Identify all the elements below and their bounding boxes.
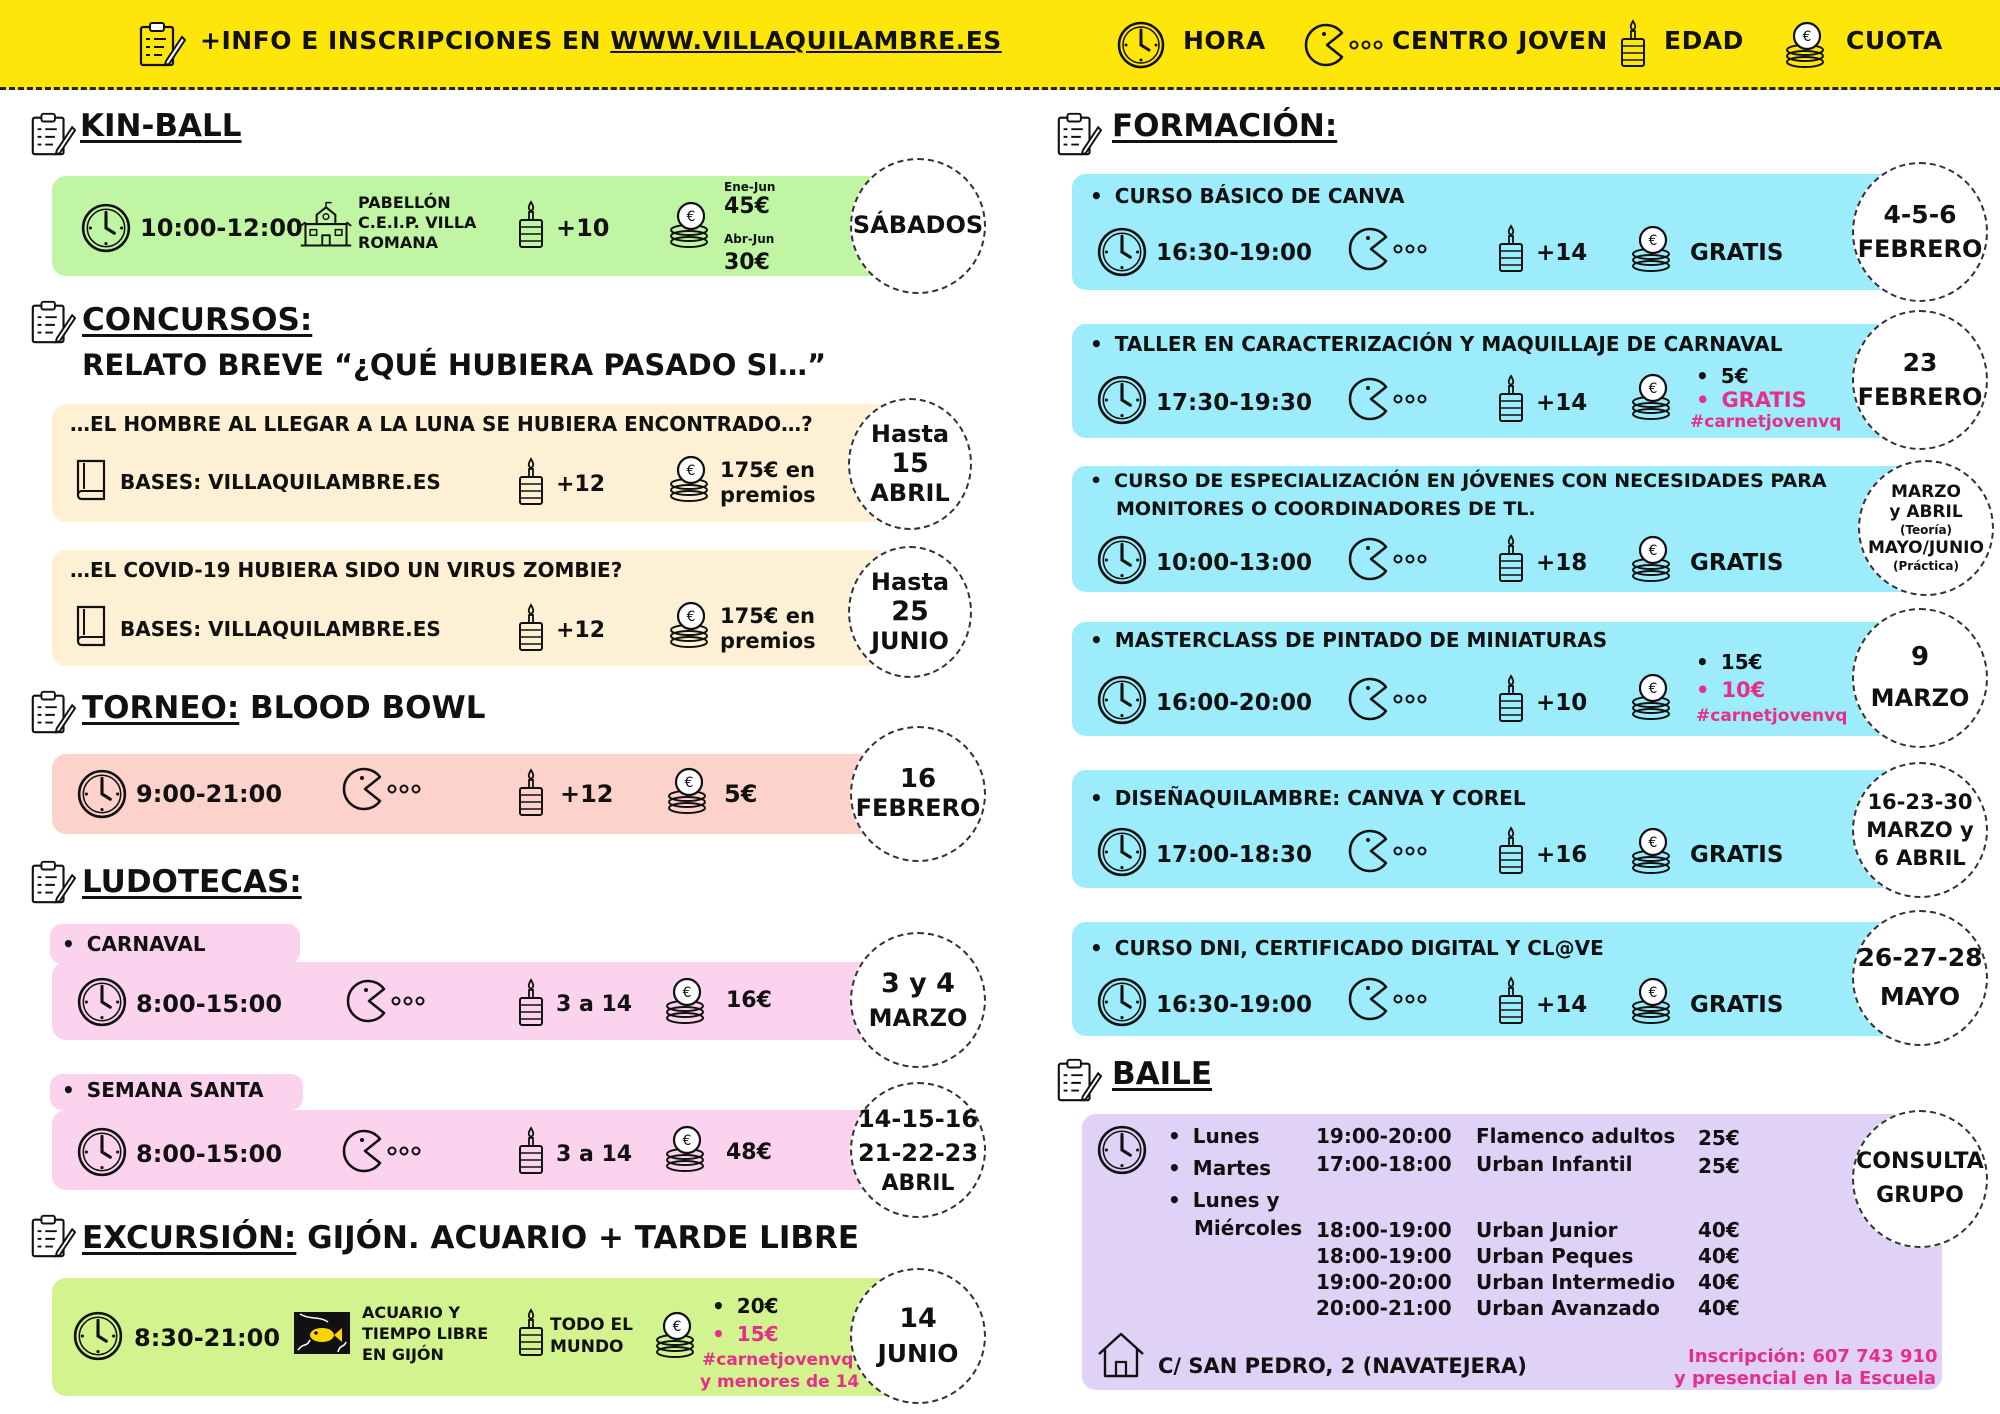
formacion-date: 26-27-28 MAYO bbox=[1852, 910, 1988, 1046]
clock-icon bbox=[76, 1126, 128, 1178]
formacion-title: FORMACIÓN: bbox=[1112, 108, 1338, 144]
baile-fee: 40€ bbox=[1698, 1296, 1740, 1320]
fee-value: 45€ bbox=[724, 194, 770, 219]
book-icon bbox=[72, 600, 112, 652]
clock-icon bbox=[1096, 374, 1148, 426]
info-text: +INFO E INSCRIPCIONES EN WWW.VILLAQUILAMBRE.ES bbox=[200, 26, 1002, 55]
clipboard-icon bbox=[28, 1210, 76, 1262]
formacion-course: • MASTERCLASS DE PINTADO DE MINIATURAS bbox=[1090, 628, 1607, 652]
legend-cuota: CUOTA bbox=[1846, 26, 1943, 55]
excursion-note: #carnetjovenvq bbox=[702, 1350, 854, 1370]
website-link[interactable]: WWW.VILLAQUILAMBRE.ES bbox=[610, 26, 1002, 55]
baile-time: 17:00-18:00 bbox=[1316, 1152, 1452, 1176]
formacion-time: 16:30-19:00 bbox=[1156, 992, 1312, 1018]
clock-icon bbox=[76, 976, 128, 1028]
formacion-course: • CURSO DNI, CERTIFICADO DIGITAL Y CL@VE bbox=[1090, 936, 1604, 960]
cake-icon bbox=[516, 198, 546, 252]
coins-icon bbox=[1626, 672, 1676, 722]
baile-fee: 40€ bbox=[1698, 1218, 1740, 1242]
cake-icon bbox=[516, 1124, 546, 1178]
formacion-date: MARZO y ABRIL (Teoría) MAYO/JUNIO (Práctica) bbox=[1858, 460, 1994, 596]
formacion-fee: • 15€ bbox=[1696, 650, 1763, 674]
ludoteca-fee: 48€ bbox=[726, 1140, 772, 1165]
coins-icon bbox=[1626, 224, 1676, 274]
clipboard-icon bbox=[136, 18, 186, 70]
concurso-prize: 175€ en premios bbox=[720, 458, 816, 507]
excursion-note: y menores de 14 bbox=[700, 1372, 860, 1392]
clock-icon bbox=[76, 768, 128, 820]
ludoteca-fee: 16€ bbox=[726, 988, 772, 1013]
formacion-time: 17:00-18:30 bbox=[1156, 842, 1312, 868]
baile-fee: 25€ bbox=[1698, 1154, 1740, 1178]
baile-class: Urban Peques bbox=[1476, 1244, 1634, 1268]
clipboard-icon bbox=[28, 686, 76, 738]
cake-icon bbox=[1496, 222, 1526, 276]
formacion-date: 16-23-30 MARZO y 6 ABRIL bbox=[1852, 762, 1988, 898]
formacion-time: 10:00-13:00 bbox=[1156, 550, 1312, 576]
cake-icon bbox=[1496, 974, 1526, 1028]
formacion-date: 9 MARZO bbox=[1852, 608, 1988, 748]
clock-icon bbox=[72, 1310, 124, 1362]
formacion-age: +14 bbox=[1536, 240, 1588, 266]
coins-icon bbox=[662, 766, 712, 816]
baile-time: 19:00-20:00 bbox=[1316, 1124, 1452, 1148]
formacion-age: +18 bbox=[1536, 550, 1588, 576]
fee-value: 30€ bbox=[724, 250, 770, 275]
excursion-date: 14 JUNIO bbox=[850, 1268, 986, 1404]
kinball-age: +10 bbox=[556, 214, 610, 242]
excursion-place: ACUARIO Y TIEMPO LIBRE EN GIJÓN bbox=[362, 1303, 489, 1364]
clock-icon bbox=[1096, 1124, 1148, 1176]
coins-icon bbox=[1626, 534, 1676, 584]
pacman-icon bbox=[1346, 534, 1436, 584]
formacion-fee: • 5€ bbox=[1696, 364, 1749, 388]
cake-icon bbox=[516, 766, 546, 820]
legend-centro-joven: CENTRO JOVEN bbox=[1392, 26, 1608, 55]
cake-icon bbox=[516, 602, 546, 654]
coins-icon bbox=[660, 1124, 710, 1174]
concursos-title: CONCURSOS: bbox=[82, 302, 313, 338]
fee-label: Ene-Jun bbox=[724, 180, 776, 194]
formacion-note: #carnetjovenvq bbox=[1690, 412, 1842, 432]
clock-icon bbox=[1096, 226, 1148, 278]
school-icon bbox=[298, 200, 354, 250]
pacman-icon bbox=[1346, 826, 1436, 876]
baile-time: 20:00-21:00 bbox=[1316, 1296, 1452, 1320]
baile-day: • Martes bbox=[1168, 1156, 1271, 1180]
formacion-time: 16:30-19:00 bbox=[1156, 240, 1312, 266]
concurso-bases: BASES: VILLAQUILAMBRE.ES bbox=[120, 617, 441, 641]
excursion-fee: • 20€ bbox=[712, 1294, 779, 1318]
concurso-date: Hasta 15 ABRIL bbox=[848, 398, 972, 530]
cake-icon bbox=[516, 976, 546, 1030]
baile-fee: 40€ bbox=[1698, 1244, 1740, 1268]
kinball-place: PABELLÓN C.E.I.P. VILLA ROMANA bbox=[358, 193, 477, 252]
formacion-course: • DISEÑAQUILAMBRE: CANVA Y COREL bbox=[1090, 786, 1526, 810]
ludoteca-date: 3 y 4 MARZO bbox=[850, 932, 986, 1068]
clock-icon bbox=[1096, 674, 1148, 726]
legend-hora: HORA bbox=[1183, 26, 1266, 55]
top-info-bar bbox=[0, 0, 2000, 90]
cake-icon bbox=[1496, 824, 1526, 878]
baile-day: Miércoles bbox=[1194, 1216, 1303, 1240]
baile-class: Urban Avanzado bbox=[1476, 1296, 1660, 1320]
clipboard-icon bbox=[28, 296, 76, 348]
concurso-date: Hasta 25 JUNIO bbox=[848, 546, 972, 678]
pacman-icon bbox=[344, 976, 434, 1026]
coins-icon bbox=[664, 200, 714, 250]
coins-icon bbox=[1626, 976, 1676, 1026]
concurso-prize: 175€ en premios bbox=[720, 604, 816, 653]
formacion-age: +16 bbox=[1536, 842, 1588, 868]
cake-icon bbox=[1496, 532, 1526, 586]
formacion-date: 4-5-6 FEBRERO bbox=[1852, 162, 1988, 302]
aquarium-icon bbox=[292, 1308, 352, 1358]
ludoteca-time: 8:00-15:00 bbox=[136, 1140, 283, 1168]
house-icon bbox=[1096, 1330, 1146, 1380]
concurso-question: …EL COVID-19 HUBIERA SIDO UN VIRUS ZOMBIE? bbox=[70, 558, 623, 582]
baile-time: 18:00-19:00 bbox=[1316, 1218, 1452, 1242]
ludoteca-name: • SEMANA SANTA bbox=[62, 1078, 264, 1102]
clock-icon bbox=[1116, 20, 1166, 70]
kinball-date: SÁBADOS bbox=[850, 158, 986, 294]
baile-day: • Lunes bbox=[1168, 1124, 1260, 1148]
pacman-icon bbox=[1346, 374, 1436, 424]
cake-icon bbox=[516, 1306, 546, 1360]
concurso-age: +12 bbox=[556, 472, 606, 497]
clipboard-icon bbox=[1054, 1054, 1102, 1106]
kinball-time: 10:00-12:00 bbox=[140, 214, 303, 242]
formacion-fee: GRATIS bbox=[1690, 240, 1784, 266]
formacion-age: +14 bbox=[1536, 390, 1588, 416]
excursion-fee-discount: • 15€ bbox=[712, 1322, 779, 1346]
formacion-fee: GRATIS bbox=[1690, 550, 1784, 576]
cake-icon bbox=[516, 456, 546, 508]
formacion-fee: GRATIS bbox=[1690, 992, 1784, 1018]
ludoteca-age: 3 a 14 bbox=[556, 992, 633, 1017]
torneo-title: TORNEO: BLOOD BOWL bbox=[82, 690, 486, 726]
cake-icon bbox=[1496, 672, 1526, 726]
book-icon bbox=[72, 454, 112, 506]
baile-title: BAILE bbox=[1112, 1056, 1213, 1092]
cake-icon bbox=[1496, 372, 1526, 426]
coins-icon bbox=[1626, 372, 1676, 422]
baile-class: Urban Junior bbox=[1476, 1218, 1618, 1242]
concurso-bases: BASES: VILLAQUILAMBRE.ES bbox=[120, 470, 441, 494]
concursos-subtitle: RELATO BREVE “¿QUÉ HUBIERA PASADO SI…” bbox=[82, 348, 827, 382]
pacman-icon bbox=[340, 1126, 430, 1176]
formacion-course-line2: MONITORES O COORDINADORES DE TL. bbox=[1116, 498, 1536, 520]
formacion-time: 17:30-19:30 bbox=[1156, 390, 1312, 416]
pacman-icon bbox=[1346, 674, 1436, 724]
baile-date: CONSULTA GRUPO bbox=[1852, 1110, 1988, 1248]
cake-icon bbox=[1618, 18, 1648, 70]
baile-day: • Lunes y bbox=[1168, 1188, 1280, 1212]
pacman-icon bbox=[1346, 974, 1436, 1024]
formacion-note: #carnetjovenvq bbox=[1696, 706, 1848, 726]
baile-address: C/ SAN PEDRO, 2 (NAVATEJERA) bbox=[1158, 1354, 1527, 1378]
torneo-date: 16 FEBRERO bbox=[850, 726, 986, 862]
baile-inscription: y presencial en la Escuela bbox=[1674, 1368, 1937, 1389]
coins-icon bbox=[650, 1310, 700, 1360]
pacman-icon bbox=[1346, 224, 1436, 274]
ludotecas-title: LUDOTECAS: bbox=[82, 864, 302, 900]
ludoteca-time: 8:00-15:00 bbox=[136, 990, 283, 1018]
formacion-time: 16:00-20:00 bbox=[1156, 690, 1312, 716]
baile-inscription: Inscripción: 607 743 910 bbox=[1688, 1346, 1938, 1367]
baile-class: Flamenco adultos bbox=[1476, 1124, 1676, 1148]
clipboard-icon bbox=[28, 108, 76, 160]
ludoteca-date: 14-15-16 21-22-23 ABRIL bbox=[850, 1082, 986, 1218]
baile-time: 19:00-20:00 bbox=[1316, 1270, 1452, 1294]
formacion-date: 23 FEBRERO bbox=[1852, 310, 1988, 450]
clipboard-icon bbox=[28, 856, 76, 908]
coins-icon bbox=[1626, 826, 1676, 876]
baile-time: 18:00-19:00 bbox=[1316, 1244, 1452, 1268]
baile-class: Urban Infantil bbox=[1476, 1152, 1633, 1176]
torneo-fee: 5€ bbox=[724, 780, 758, 808]
coins-icon bbox=[664, 454, 714, 504]
baile-fee: 40€ bbox=[1698, 1270, 1740, 1294]
formacion-course: • CURSO BÁSICO DE CANVA bbox=[1090, 184, 1404, 208]
formacion-age: +10 bbox=[1536, 690, 1588, 716]
concurso-question: …EL HOMBRE AL LLEGAR A LA LUNA SE HUBIERA ENCONTRADO…? bbox=[70, 412, 813, 436]
baile-fee: 25€ bbox=[1698, 1126, 1740, 1150]
formacion-course: • TALLER EN CARACTERIZACIÓN Y MAQUILLAJE DE CARNAVAL bbox=[1090, 332, 1782, 356]
excursion-age: TODO EL MUNDO bbox=[550, 1315, 633, 1357]
pacman-icon bbox=[1302, 20, 1392, 70]
clock-icon bbox=[1096, 976, 1148, 1028]
concurso-age: +12 bbox=[556, 618, 606, 643]
ludoteca-age: 3 a 14 bbox=[556, 1142, 633, 1167]
excursion-time: 8:30-21:00 bbox=[134, 1324, 281, 1352]
formacion-fee: GRATIS bbox=[1690, 842, 1784, 868]
torneo-age: +12 bbox=[560, 780, 614, 808]
formacion-fee-discount: • GRATIS bbox=[1696, 388, 1807, 412]
clock-icon bbox=[1096, 826, 1148, 878]
formacion-course: • CURSO DE ESPECIALIZACIÓN EN JÓVENES CON NECESIDADES PARA bbox=[1090, 470, 1827, 492]
baile-class: Urban Intermedio bbox=[1476, 1270, 1676, 1294]
fee-label: Abr-Jun bbox=[724, 232, 775, 246]
excursion-title: EXCURSIÓN: GIJÓN. ACUARIO + TARDE LIBRE bbox=[82, 1220, 860, 1256]
kinball-title: KIN-BALL bbox=[80, 108, 242, 144]
clock-icon bbox=[80, 202, 132, 254]
pacman-icon bbox=[340, 764, 430, 814]
torneo-time: 9:00-21:00 bbox=[136, 780, 283, 808]
ludoteca-name: • CARNAVAL bbox=[62, 932, 206, 956]
coins-icon bbox=[660, 976, 710, 1026]
coins-icon bbox=[664, 600, 714, 650]
formacion-fee-discount: • 10€ bbox=[1696, 678, 1765, 702]
legend-edad: EDAD bbox=[1664, 26, 1744, 55]
formacion-age: +14 bbox=[1536, 992, 1588, 1018]
coins-icon bbox=[1780, 20, 1830, 70]
clock-icon bbox=[1096, 534, 1148, 586]
clipboard-icon bbox=[1054, 108, 1102, 160]
